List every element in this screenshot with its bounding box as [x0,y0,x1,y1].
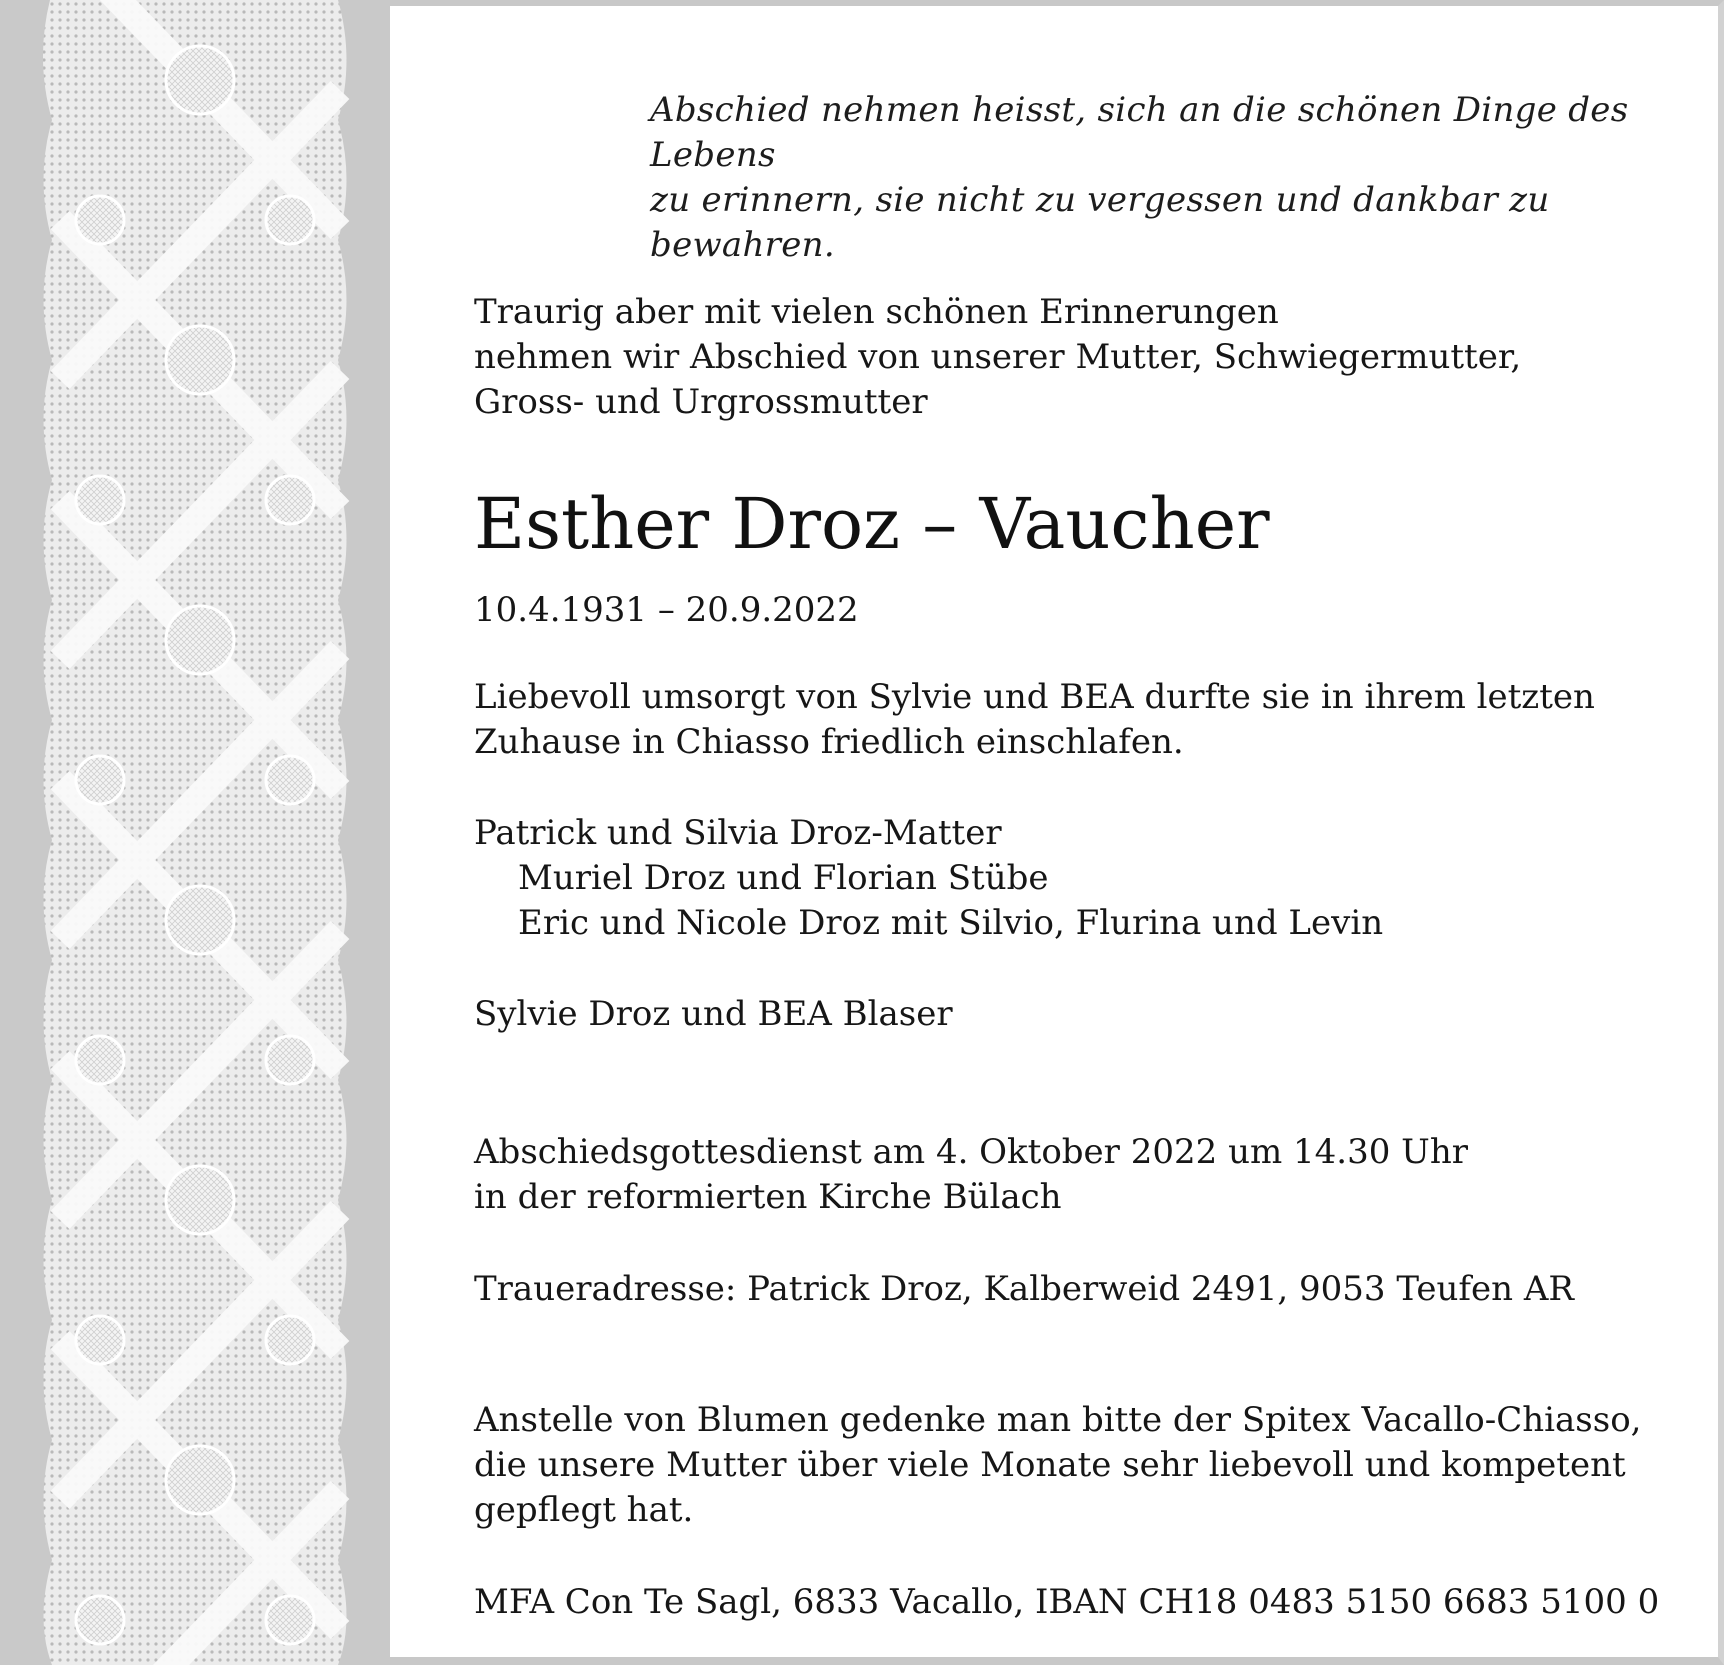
intro-text [474,290,1521,425]
lace-border-decoration [0,0,390,1665]
motto-line: zu erinnern, sie nicht zu vergessen und dankbar zu bewahren. [650,180,1550,265]
intro-line: Traurig aber mit vielen schönen Erinnerungen [474,292,1279,332]
mourning-address: Traueradresse: Patrick Droz, Kalberweid 2491, 9053 Teufen AR [474,1269,1574,1309]
intro-line: nehmen wir Abschied von unserer Mutter, Schwiegermutter, [474,337,1522,377]
motto-line: Abschied nehmen heisst, sich an die schönen Dinge des Lebens [650,90,1629,175]
care-line: Zuhause in Chiasso friedlich einschlafen. [474,722,1184,762]
obituary-content [474,0,1674,1665]
service-line: in der reformierten Kirche Bülach [474,1177,1062,1217]
life-dates: 10.4.1931 – 20.9.2022 [474,590,859,630]
care-line: Liebevoll umsorgt von Sylvie und BEA durfte sie in ihrem letzten [474,677,1595,717]
donation-text [474,1398,1641,1533]
lace-pattern-image [40,0,350,1665]
family-second: Sylvie Droz und BEA Blaser [474,994,953,1034]
bank-details: MFA Con Te Sagl, 6833 Vacallo, IBAN CH18 0483 5150 6683 5100 0 [474,1582,1660,1622]
motto-quote [650,88,1660,268]
family-head: Patrick und Silvia Droz-Matter [474,813,1002,853]
deceased-name: Esther Droz – Vaucher [474,483,1270,565]
intro-line: Gross- und Urgrossmutter [474,382,928,422]
donation-line: Anstelle von Blumen gedenke man bitte der Spitex Vacallo-Chiasso, [474,1400,1642,1440]
care-text [474,675,1595,765]
donation-line: gepflegt hat. [474,1490,694,1530]
family-child: Muriel Droz und Florian Stübe [518,858,1049,898]
service-line: Abschiedsgottesdienst am 4. Oktober 2022 um 14.30 Uhr [474,1132,1468,1172]
donation-line: die unsere Mutter über viele Monate sehr liebevoll und kompetent [474,1445,1626,1485]
family-list [474,811,1383,946]
family-child: Eric und Nicole Droz mit Silvio, Flurina und Levin [518,903,1384,943]
service-info [474,1130,1468,1220]
